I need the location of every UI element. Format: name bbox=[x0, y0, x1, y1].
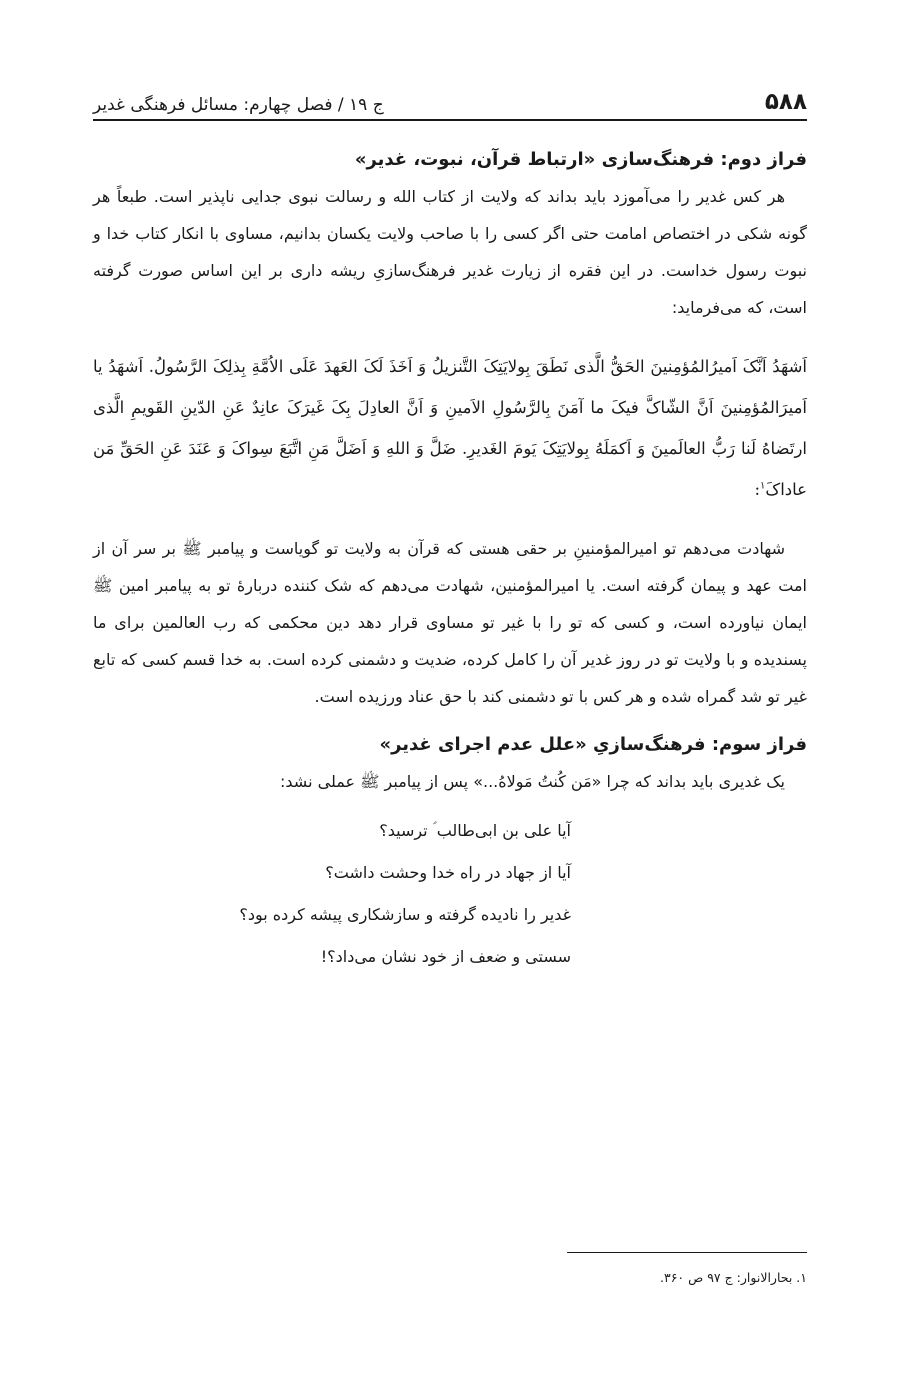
section-gap bbox=[93, 715, 807, 727]
question-list bbox=[93, 810, 807, 978]
list-item: غدیر را نادیده گرفته و سازشکاری پیشه کرده بود؟ bbox=[239, 905, 571, 924]
book-page bbox=[93, 0, 807, 1390]
arabic-quotation-text: اَشهَدُ اَنَّکَ اَمیرُالمُؤمِنینَ الحَقُّ الَّذی نَطَقَ بِولایَتِکَ التَّنزیلُ وَ اَخَذَ لَکَ العَهدَ عَلَی الاُمَّةِ بِذلِکَ الرَّسُولُ. اَشهَدُ یا اَمیرَالمُؤمِنینَ اَنَّ الشّاکَّ فیکَ ما آمَنَ بِالرَّسُولِ الاَمینِ وَ اَنَّ العادِلَ بِکَ غَیرَکَ عانِدٌ عَنِ الدّینِ القَویمِ الَّذی ارتَضاهُ لَنا رَبُّ العالَمینَ وَ اَکمَلَهُ بِولایَتِکَ یَومَ الغَدیرِ. ضَلَّ وَ اللهِ وَ اَضَلَّ مَنِ اتَّبَعَ سِواکَ وَ عَنَدَ عَنِ الحَقِّ مَن عاداکَ bbox=[93, 357, 807, 499]
list-item: آیا علی بن ابی‌طالب ؑ ترسید؟ bbox=[379, 821, 571, 840]
footnote-rule bbox=[567, 1252, 807, 1253]
arabic-quotation-end: : bbox=[754, 480, 761, 499]
translation-paragraph: شهادت می‌دهم تو امیرالمؤمنینِ بر حقی هستی که قرآن به ولایت تو گویاست و پیامبر ﷺ بر سر آن از امت عهد و پیمان گرفته است. یا امیرالمؤمنین، شهادت می‌دهم که شک کننده دربارهٔ تو به پیامبر امین ﷺ ایمان نیاورده است، و کسی که تو را با غیر تو مساوی قرار دهد دین محکمی که رب العالمین برای ما پسندیده و با ولایت تو در روز غدیر آن را کامل کرده، ضدیت و دشمنی کرده است. به خدا قسم کسی که تابع غیر تو شد گمراه شده و هر کس با تو دشمنی کند با حق عناد ورزیده است. bbox=[93, 539, 807, 706]
section-title-part-three: فراز سوم: فرهنگ‌سازیِ «علل عدم اجرای غدیر» bbox=[379, 734, 807, 755]
body-paragraph: هر کس غدیر را می‌آموزد باید بداند که ولایت از کتاب الله و رسالت نبوی جدایی ناپذیر است. طبعاً هر گونه شکی در اختصاص امامت حتی اگر کسی را با صاحب ولایت یکسان بدانیم، مساوی با انکار کتاب خدا و نبوت رسول خداست. در این فقره از زیارت غدیر فرهنگ‌سازیِ ریشه داری بر این اساس صورت گرفته است، که می‌فرماید: bbox=[93, 187, 807, 317]
list-item: آیا از جهاد در راه خدا وحشت داشت؟ bbox=[325, 863, 571, 882]
body-paragraph: یک غدیری باید بداند که چرا «مَن کُنتُ مَولاهُ...» پس از پیامبر ﷺ عملی نشد: bbox=[280, 772, 785, 791]
page-body bbox=[93, 142, 807, 978]
section-title-part-two: فراز دوم: فرهنگ‌سازی «ارتباط قرآن، نبوت، غدیر» bbox=[354, 149, 807, 170]
footnote-marker: ۱ bbox=[760, 480, 766, 492]
header-rule bbox=[93, 119, 807, 121]
running-title: ج ۱۹ / فصل چهارم: مسائل فرهنگی غدیر bbox=[93, 95, 384, 115]
page-number: ۵۸۸ bbox=[764, 89, 807, 115]
running-header bbox=[93, 74, 807, 114]
list-item: سستی و ضعف از خود نشان می‌داد؟! bbox=[320, 947, 571, 966]
footnote: ۱. بحارالانوار: ج ۹۷ ص ۳۶۰. bbox=[660, 1270, 807, 1285]
arabic-quotation bbox=[93, 346, 807, 510]
